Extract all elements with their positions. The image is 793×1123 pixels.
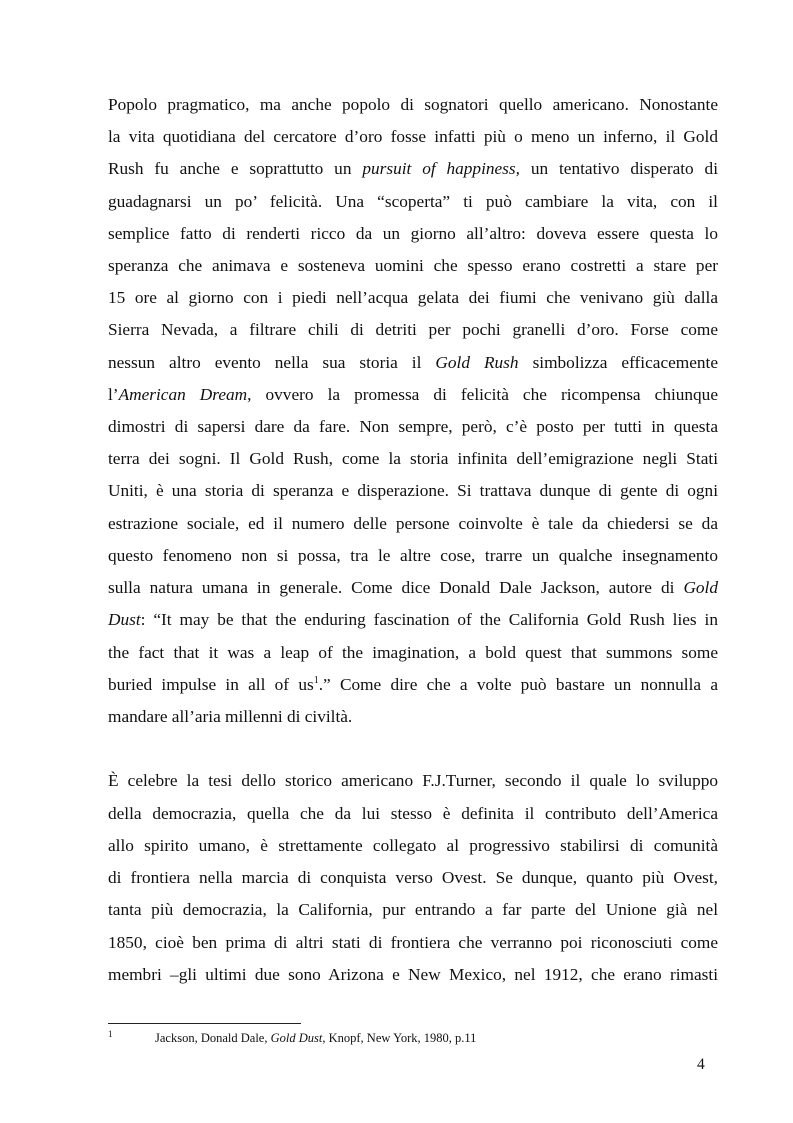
body-line: 15 ore al giorno con i piedi nell’acqua gelata dei fiumi che venivano giù dalla <box>108 288 718 307</box>
footnote-number: 1 <box>108 1029 113 1039</box>
body-line: estrazione sociale, ed il numero delle persone coinvolte è tale da chiedersi se da <box>108 514 718 533</box>
body-line: È celebre la tesi dello storico americano F.J.Turner, secondo il quale lo sviluppo <box>108 771 718 790</box>
body-line: buried impulse in all of $us^1$.” Come dire che a volte può bastare un nonnulla a <box>108 675 718 694</box>
body-line: dimostri di sapersi dare da fare. Non sempre, però, c’è posto per tutti in questa <box>108 417 718 436</box>
footnote-text: Jackson, Donald Dale, Gold Dust, Knopf, New York, 1980, p.11 <box>155 1031 477 1045</box>
body-line: guadagnarsi un po’ felicità. Una “scoperta” ti può cambiare la vita, con il <box>108 192 718 211</box>
body-line: 1850, cioè ben prima di altri stati di frontiera che verranno poi riconosciuti come <box>108 933 718 952</box>
body-line: semplice fatto di renderti ricco da un giorno all’altro: doveva essere questa lo <box>108 224 718 243</box>
page-number: 4 <box>697 1056 705 1073</box>
footnote-reference: 1 <box>313 675 319 686</box>
italic-phrase: Dust <box>108 610 141 629</box>
body-line: tanta più democrazia, la California, pur entrando a far parte del Unione già nel <box>108 900 718 919</box>
body-line: sulla natura umana in generale. Come dice Donald Dale Jackson, autore di Gold <box>108 578 718 597</box>
body-line: Rush fu anche e soprattutto un pursuit of happiness, un tentativo disperato di <box>108 159 718 178</box>
body-line: della democrazia, quella che da lui stesso è definita il contributo dell’America <box>108 804 718 823</box>
body-line: la vita quotidiana del cercatore d’oro fosse infatti più o meno un inferno, il Gold <box>108 127 718 146</box>
body-line: Popolo pragmatico, ma anche popolo di sognatori quello americano. Nonostante <box>108 95 718 114</box>
italic-phrase: pursuit of happiness, <box>362 159 520 178</box>
body-line: speranza che animava e sosteneva uomini che spesso erano costretti a stare per <box>108 256 718 275</box>
body-line: l’American Dream, ovvero la promessa di felicità che ricompensa chiunque <box>108 385 718 404</box>
italic-phrase: American Dream <box>118 385 248 404</box>
body-line: Dust: “It may be that the enduring fascination of the California Gold Rush lies in <box>108 610 718 629</box>
body-line: terra dei sogni. Il Gold Rush, come la storia infinita dell’emigrazione negli Stati <box>108 449 718 468</box>
body-line: mandare all’aria millenni di civiltà. <box>108 707 353 726</box>
body-line: di frontiera nella marcia di conquista verso Ovest. Se dunque, quanto più Ovest, <box>108 868 718 887</box>
body-line: Sierra Nevada, a filtrare chili di detriti per pochi granelli d’oro. Forse come <box>108 320 718 339</box>
italic-phrase: Gold Rush <box>435 353 519 372</box>
body-line: Uniti, è una storia di speranza e disperazione. Si trattava dunque di gente di ogni <box>108 481 718 500</box>
body-line: the fact that it was a leap of the imagination, a bold quest that summons some <box>108 643 718 662</box>
body-line: allo spirito umano, è strettamente collegato al progressivo stabilirsi di comunità <box>108 836 718 855</box>
body-line: membri –gli ultimi due sono Arizona e New Mexico, nel 1912, che erano rimasti <box>108 965 718 984</box>
italic-phrase: Gold <box>683 578 718 597</box>
footnote-separator <box>108 1023 301 1024</box>
body-line: nessun altro evento nella sua storia il Gold Rush simbolizza efficacemente <box>108 353 719 372</box>
body-line: questo fenomeno non si possa, tra le altre cose, trarre un qualche insegnamento <box>108 546 718 565</box>
